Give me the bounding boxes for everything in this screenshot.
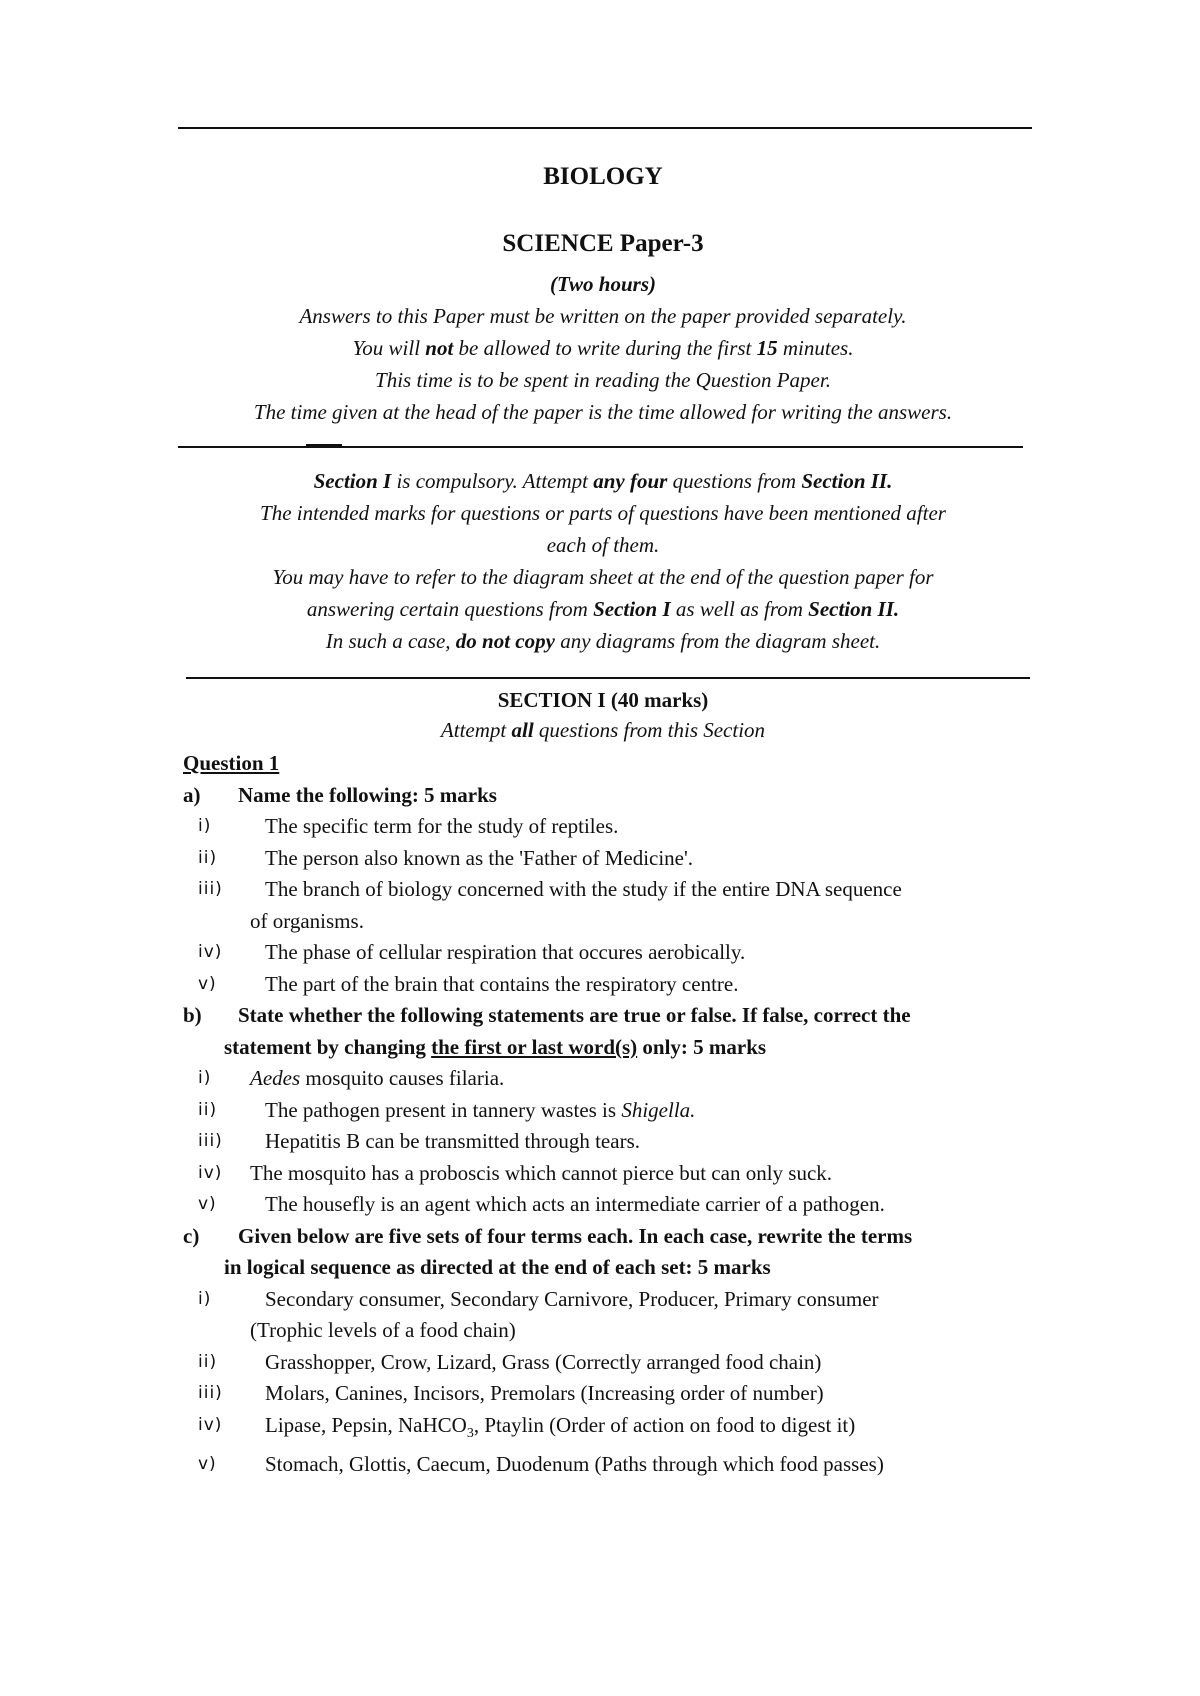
instr-line-6: In such a case, do not copy any diagrams from the diagram sheet.: [325, 629, 881, 653]
divider-tick: [306, 444, 342, 446]
instr-line-4: You may have to refer to the diagram sheet at the end of the question paper for: [272, 565, 934, 589]
list-item: v) Stomach, Glottis, Caecum, Duodenum (Paths through which food passes): [198, 1452, 884, 1477]
list-item: ii) Grasshopper, Crow, Lizard, Grass (Correctly arranged food chain): [198, 1349, 822, 1374]
question-title: Question 1: [183, 751, 280, 775]
list-item: ii) The person also known as the 'Father of Medicine'.: [198, 845, 694, 870]
divider-rule: [178, 446, 1023, 448]
part-c: [183, 1221, 1043, 1253]
list-item: iv) Lipase, Pepsin, NaHCO$_3$, Ptaylin (Order of action on food to digest it): [198, 1412, 856, 1441]
list-item: iv) The mosquito has a proboscis which cannot pierce but can only suck.: [198, 1160, 833, 1185]
instr-line-5: answering certain questions from Section I as well as from Section II.: [306, 597, 900, 621]
paper-title: SCIENCE Paper-3: [502, 230, 704, 257]
part-label: a): [183, 782, 201, 807]
list-item: i) The specific term for the study of reptiles.: [198, 814, 619, 838]
instruction-line: The time given at the head of the paper is the time allowed for writing the answers.: [253, 400, 953, 424]
list-item: v) The housefly is an agent which acts an intermediate carrier of a pathogen.: [198, 1192, 885, 1216]
instruction-line: You will not be allowed to write during the first 15 minutes.: [352, 336, 854, 360]
underlined-phrase: the first or last word(s): [431, 1034, 638, 1059]
list-item: v) The part of the brain that contains the respiratory centre.: [198, 971, 739, 996]
instruction-line: This time is to be spent in reading the Question Paper.: [375, 368, 831, 392]
part-label: c): [183, 1223, 200, 1248]
subject-title: BIOLOGY: [543, 163, 663, 190]
divider-rule: [186, 677, 1030, 679]
list-item: i) Aedes mosquito causes filaria.: [198, 1066, 505, 1090]
part-c-continuation: in logical sequence as directed at the end of each set: 5 marks: [224, 1255, 771, 1279]
part-b: [183, 1000, 1043, 1032]
instr-line-3: each of them.: [546, 533, 660, 557]
instr-line-2: The intended marks for questions or parts of questions have been mentioned after: [260, 501, 946, 525]
part-text: Given below are five sets of four terms each. In each case, rewrite the terms: [238, 1223, 913, 1248]
duration: (Two hours): [550, 272, 656, 296]
part-text: Name the following: 5 marks: [238, 782, 497, 807]
list-item: ii) The pathogen present in tannery wastes is Shigella.: [198, 1097, 696, 1122]
question-block: [183, 748, 1043, 1481]
section-subtitle: Attempt all questions from this Section: [440, 718, 766, 742]
part-a: [183, 780, 1043, 812]
section-title: SECTION I (40 marks): [497, 688, 709, 712]
instruction-line: Answers to this Paper must be written on the paper provided separately.: [299, 304, 907, 328]
top-rule: [178, 127, 1032, 129]
instr-line-1: Section I is compulsory. Attempt any four questions from Section II.: [313, 469, 893, 493]
list-item-continuation: of organisms.: [250, 908, 364, 933]
list-item-continuation: (Trophic levels of a food chain): [250, 1318, 516, 1342]
list-item: i) Secondary consumer, Secondary Carnivore, Producer, Primary consumer: [198, 1286, 879, 1311]
part-label: b): [183, 1003, 202, 1027]
section-instructions: [178, 465, 1028, 657]
header-instructions: [178, 268, 1028, 428]
part-b-continuation: statement by changing the first or last word(s) only: 5 marks: [224, 1034, 767, 1059]
list-item: iv) The phase of cellular respiration that occures aerobically.: [198, 940, 746, 964]
list-item: iii) Molars, Canines, Incisors, Premolars (Increasing order of number): [198, 1381, 824, 1405]
part-text: State whether the following statements are true or false. If false, correct the: [238, 1003, 911, 1027]
list-item: iii) Hepatitis B can be transmitted through tears.: [198, 1129, 640, 1153]
list-item: iii) The branch of biology concerned with the study if the entire DNA sequence: [198, 877, 902, 901]
